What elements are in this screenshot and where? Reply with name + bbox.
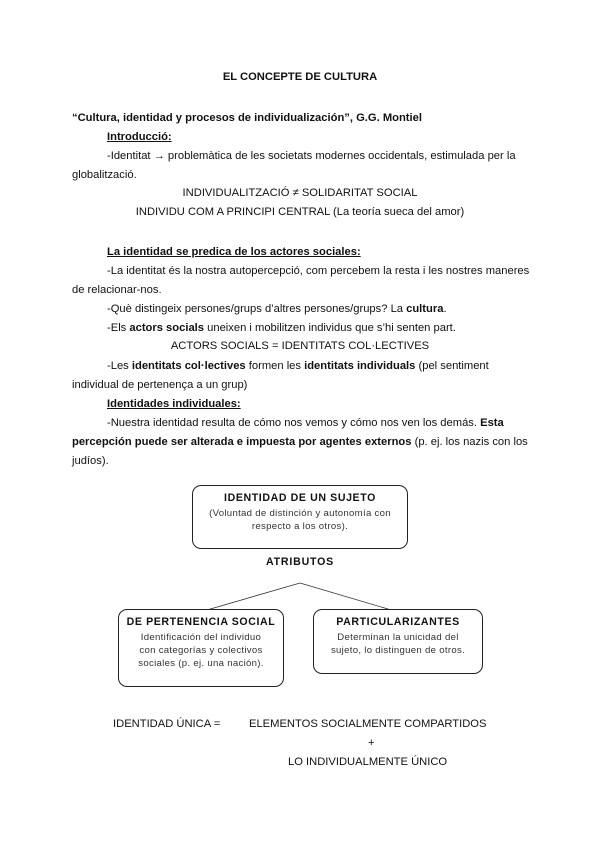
bold-term: cultura [406,303,444,315]
document-title: EL CONCEPTE DE CULTURA [222,71,378,83]
text-run: -Les [107,360,132,372]
diagram-box-particularizantes [313,609,483,674]
text-run: -Nuestra identidad resulta de cómo nos vemos y cómo nos ven los demás. [107,417,481,429]
box-subtitle [314,631,482,657]
attributes-label: ATRIBUTOS [265,556,334,568]
box-subtitle-line: Identificación del individuo [140,632,262,643]
box-subtitle-line: (Voluntad de distinción y autonomía con [209,508,391,519]
box-title: DE PERTENENCIA SOCIAL [126,616,276,628]
paragraph-line: -Identitat → problemàtica de les societats modernes occidentals, estimulada per la [107,150,516,162]
text-run: -Què distingeix persones/grups d’altres persones/grups? La [107,303,407,315]
box-subtitle [193,507,407,533]
bold-term: identitats individuals [304,360,416,372]
text-run: (p. ej. los nazis con los [411,436,528,448]
section-heading-introduccio: Introducció: [107,131,172,143]
diagram-box-identidad-sujeto [192,485,408,549]
formula-lhs: IDENTIDAD ÚNICA = [113,718,221,730]
bold-term: identitats col·lectives [131,360,246,372]
formula-rhs-unique: LO INDIVIDUALMENTE ÚNICO [288,756,448,768]
connector-line-right [300,583,398,612]
box-title: IDENTIDAD DE UN SUJETO [224,492,376,504]
paragraph-line: de relacionar-nos. [72,284,162,296]
text-run: . [443,303,447,315]
formula-plus: + [368,737,375,749]
equation-line: ACTORS SOCIALS = IDENTITATS COL·LECTIVES [170,340,430,352]
paragraph-line: individual de pertenença a un grup) [72,379,248,391]
connector-line-left [200,583,300,612]
equation-line: INDIVIDU COM A PRINCIPI CENTRAL (La teoría sueca del amor) [135,206,465,218]
source-reference: “Cultura, identidad y procesos de individualización”, G.G. Montiel [72,112,422,124]
bold-term: percepción puede ser alterada e impuesta por agentes externos [72,436,412,448]
diagram-box-pertenencia-social [118,609,284,687]
paragraph-line: -La identitat és la nostra autopercepció, com percebem la resta i les nostres maneres [107,265,530,277]
box-subtitle-line: sujeto, lo distinguen de otros. [330,645,466,656]
box-subtitle [119,631,283,670]
section-heading-identidades-individuales: Identidades individuales: [107,398,241,410]
section-heading-actores-sociales: La identidad se predica de los actores sociales: [107,246,361,258]
text-run: formen les [245,360,305,372]
text-run: uneixen i mobilitzen individus que s’hi senten part. [204,322,456,334]
bold-term: actors socials [129,322,205,334]
bold-term: Esta [480,417,504,429]
formula-rhs-shared: ELEMENTOS SOCIALMENTE COMPARTIDOS [249,718,487,730]
box-title: PARTICULARIZANTES [336,616,460,628]
equation-line: INDIVIDUALITZACIÓ ≠ SOLIDARITAT SOCIAL [182,187,418,199]
box-subtitle-line: respecto a los otros). [251,521,349,532]
paragraph-line: judíos). [72,455,109,467]
text-run: -Els [107,322,130,334]
box-subtitle-line: con categorías y colectivos [139,645,263,656]
paragraph-line: globalització. [72,169,137,181]
text-run: (pel sentiment [415,360,489,372]
box-subtitle-line: sociales (p. ej. una nación). [138,658,264,669]
box-subtitle-line: Determinan la unicidad del [337,632,459,643]
